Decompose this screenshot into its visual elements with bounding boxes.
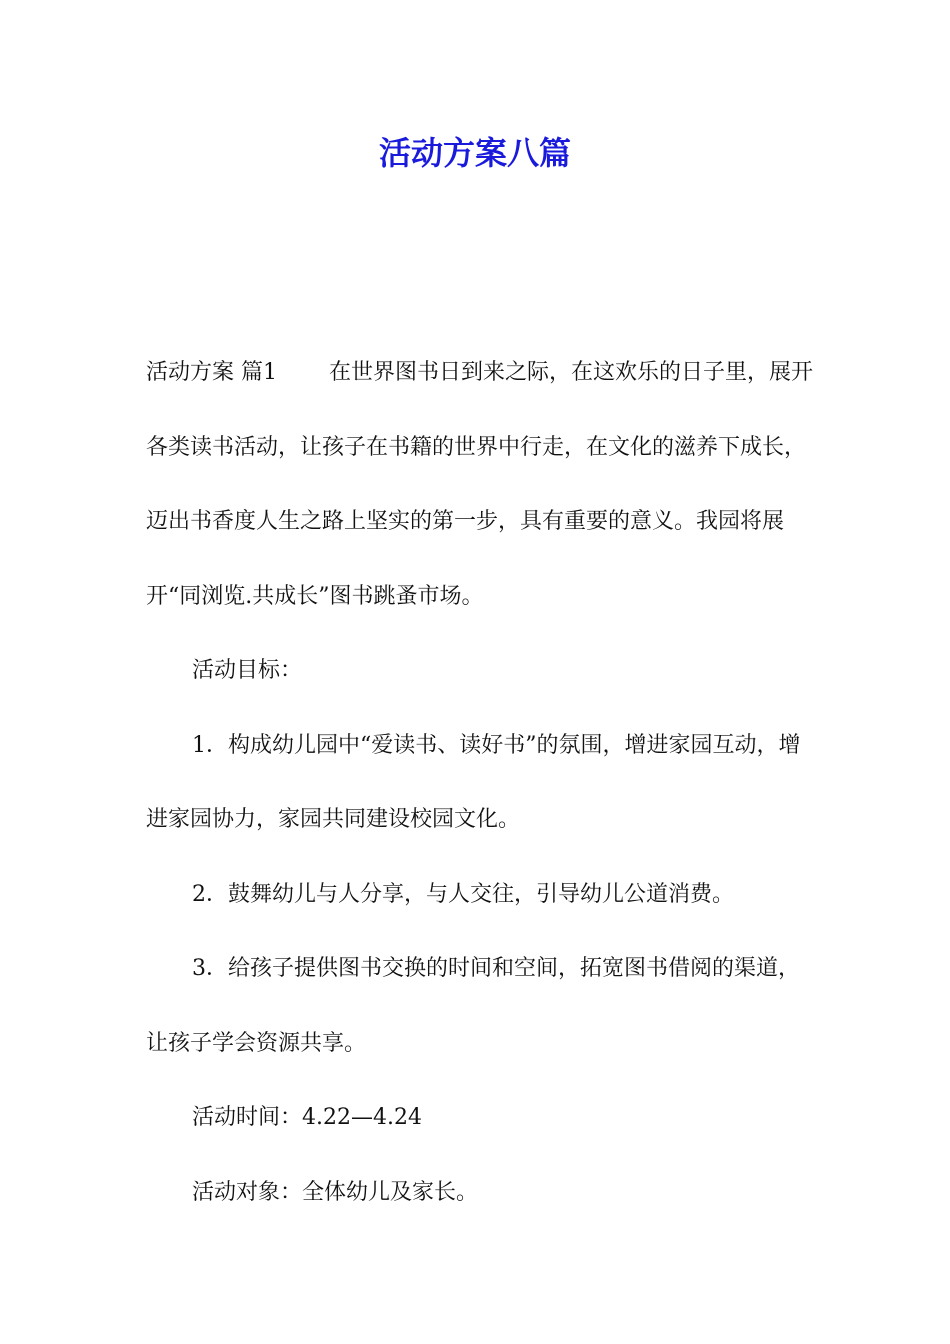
goal-3: 3．给孩子提供图书交换的时间和空间，拓宽图书借阅的渠道，让孩子学会资源共享。: [146, 956, 800, 1056]
goals-heading: 活动目标：: [192, 658, 303, 683]
activity-audience: 活动对象：全体幼儿及家长。: [192, 1179, 479, 1205]
intro-text: 在世界图书日到来之际，在这欢乐的日子里，展开各类读书活动，让孩子在书籍的世界中行走，在文化的滋养下成长，迈出书香度人生之路上坚实的第一步，具有重要的意义。我园将展开“同浏览.共成长”图书跳蚤市场。: [146, 360, 814, 609]
document-body: [146, 336, 816, 1230]
intro-paragraph: [146, 336, 816, 634]
document-title: 活动方案八篇: [378, 134, 571, 172]
section-label: 活动方案 篇1: [146, 360, 277, 385]
goal-1: 1．构成幼儿园中“爱读书、读好书”的氛围，增进家园互动，增进家园协力，家园共同建设校园文化。: [146, 732, 801, 832]
goal-2: 2．鼓舞幼儿与人分享，与人交往，引导幼儿公道消费。: [192, 881, 734, 907]
activity-time: 活动时间：4.22—4.24: [192, 1105, 422, 1130]
